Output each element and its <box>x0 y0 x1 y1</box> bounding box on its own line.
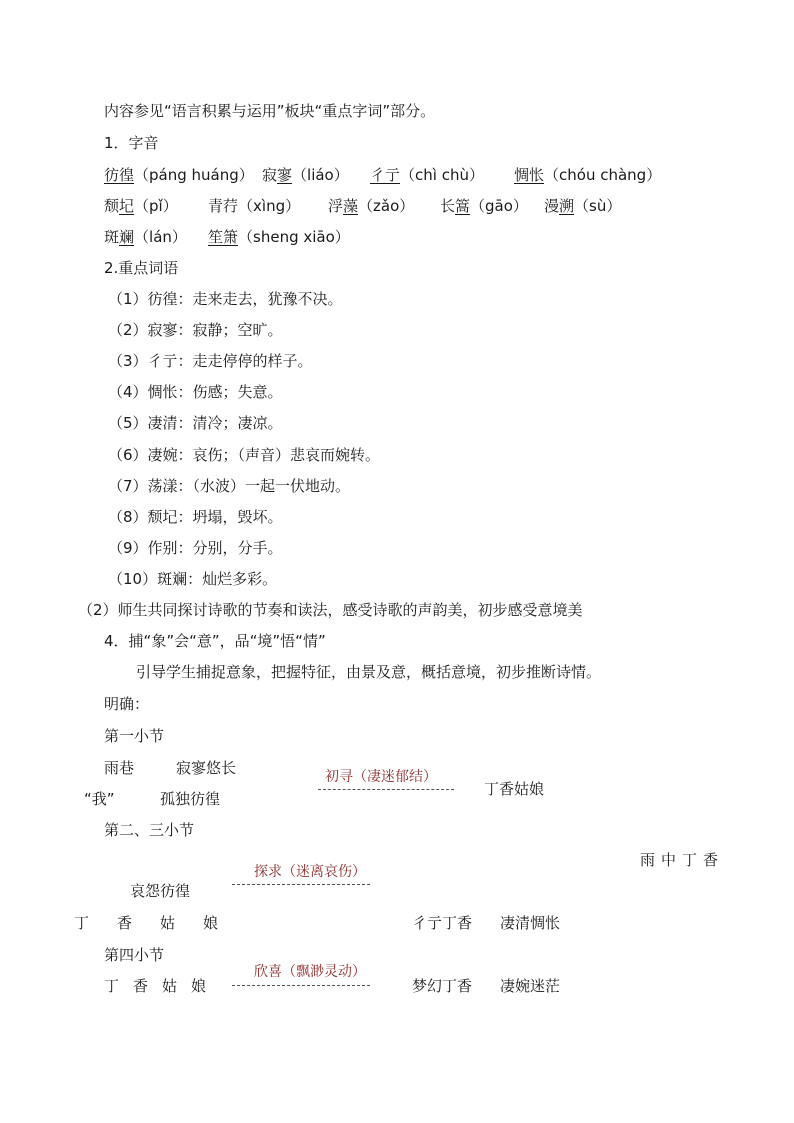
pron-word: 彷徨 <box>104 166 135 184</box>
part2-text: （2）师生共同探讨诗歌的节奏和读法，感受诗歌的声韵美，初步感受意境美 <box>78 601 583 619</box>
stanza4-title: 第四小节 <box>104 946 165 964</box>
pron-word: 篙 <box>455 197 471 215</box>
stanza23-feature: 凄清惆怅 <box>500 914 561 932</box>
pron-word: 藻 <box>343 197 359 215</box>
pron-item: 浮藻（zǎo） <box>328 197 415 215</box>
stanza1-target: 丁香姑娘 <box>484 780 545 798</box>
pron-item: 漫溯（sù） <box>544 197 622 215</box>
stanza1-feature: 寂寥悠长 <box>176 759 237 777</box>
pron-word: 惆怅 <box>514 166 545 184</box>
term-item: （10）斑斓：灿烂多彩。 <box>108 570 278 588</box>
term-item: （8）颓圮：坍塌，毁坏。 <box>108 508 283 526</box>
stanza23-feature: 哀怨彷徨 <box>130 882 191 900</box>
stanza1-dashed-line <box>318 789 454 790</box>
pron-word: 笙箫 <box>208 228 239 246</box>
stanza1-arrow-label: 初寻（凄迷郁结） <box>325 769 437 785</box>
pron-item: 斑斓（lán） <box>104 228 187 246</box>
stanza23-dashed-line <box>232 884 370 885</box>
pron-word: 溯 <box>559 197 575 215</box>
pron-word: 彳亍 <box>370 166 401 184</box>
pron-item <box>104 165 254 185</box>
guide-text: 引导学生捕捉意象，把握特征，由景及意，概括意境，初步推断诗情。 <box>136 663 602 681</box>
stanza4-image: 梦幻丁香 <box>412 977 473 995</box>
term-item: （6）凄婉：哀伤；（声音）悲哀而婉转。 <box>108 446 381 464</box>
intro-text: 内容参见“语言积累与运用”板块“重点字词”部分。 <box>104 102 436 120</box>
pron-item: 笙箫（sheng xiāo） <box>208 228 350 246</box>
stanza1-image: 雨巷 <box>104 759 135 777</box>
term-item: （7）荡漾：（水波）一起一伏地动。 <box>108 477 351 495</box>
pron-item: 青荇（xìng） <box>208 197 301 215</box>
section-terms-title: 2.重点词语 <box>104 259 179 277</box>
stanza4-left: 丁香姑娘 <box>104 977 221 995</box>
stanza23-left: 丁香姑娘 <box>74 914 247 932</box>
stanza1-image: “我” <box>84 790 115 808</box>
pron-item <box>370 165 484 185</box>
stanza4-feature: 凄婉迷茫 <box>500 977 561 995</box>
pron-item <box>514 165 661 185</box>
stanza23-top-right: 雨中丁香 <box>640 851 725 869</box>
term-item: （9）作别：分别，分手。 <box>108 539 283 557</box>
clear-label: 明确： <box>104 695 150 713</box>
pron-word: 斓 <box>119 228 135 246</box>
section-pronunciation-title: 1．字音 <box>104 134 159 152</box>
pron-pinyin: （páng huáng） <box>134 166 254 184</box>
pron-item: 颓圮（pǐ） <box>104 197 178 215</box>
stanza4-arrow-label: 欣喜（飘渺灵动） <box>254 964 366 980</box>
stanza1-title: 第一小节 <box>104 727 165 745</box>
term-item: （3）彳亍：走走停停的样子。 <box>108 352 313 370</box>
stanza23-arrow-label: 探求（迷离哀伤） <box>254 864 366 880</box>
pron-pinyin: （chì chù） <box>400 166 484 184</box>
pron-word: 圮 <box>119 197 135 215</box>
stanza23-image: 彳亍丁香 <box>412 914 473 932</box>
stanza1-feature: 孤独彷徨 <box>160 790 221 808</box>
pron-pinyin: （liáo） <box>292 166 349 184</box>
stanza4-dashed-line <box>232 985 370 986</box>
pron-item <box>262 165 349 185</box>
pron-pinyin: （chóu chàng） <box>544 166 662 184</box>
step4-title: 4．捕“象”会“意”，品“境”悟“情” <box>104 632 326 650</box>
stanza23-title: 第二、三小节 <box>104 821 195 839</box>
pron-item: 长篙（gāo） <box>440 197 528 215</box>
pron-word: 寥 <box>277 166 293 184</box>
term-item: （4）惆怅：伤感；失意。 <box>108 383 283 401</box>
term-item: （2）寂寥：寂静；空旷。 <box>108 321 283 339</box>
pron-word: 荇 <box>223 197 239 215</box>
term-item: （1）彷徨：走来走去，犹豫不决。 <box>108 290 343 308</box>
term-item: （5）凄清：清冷；凄凉。 <box>108 414 283 432</box>
pron-word-plain: 寂 <box>262 166 278 184</box>
